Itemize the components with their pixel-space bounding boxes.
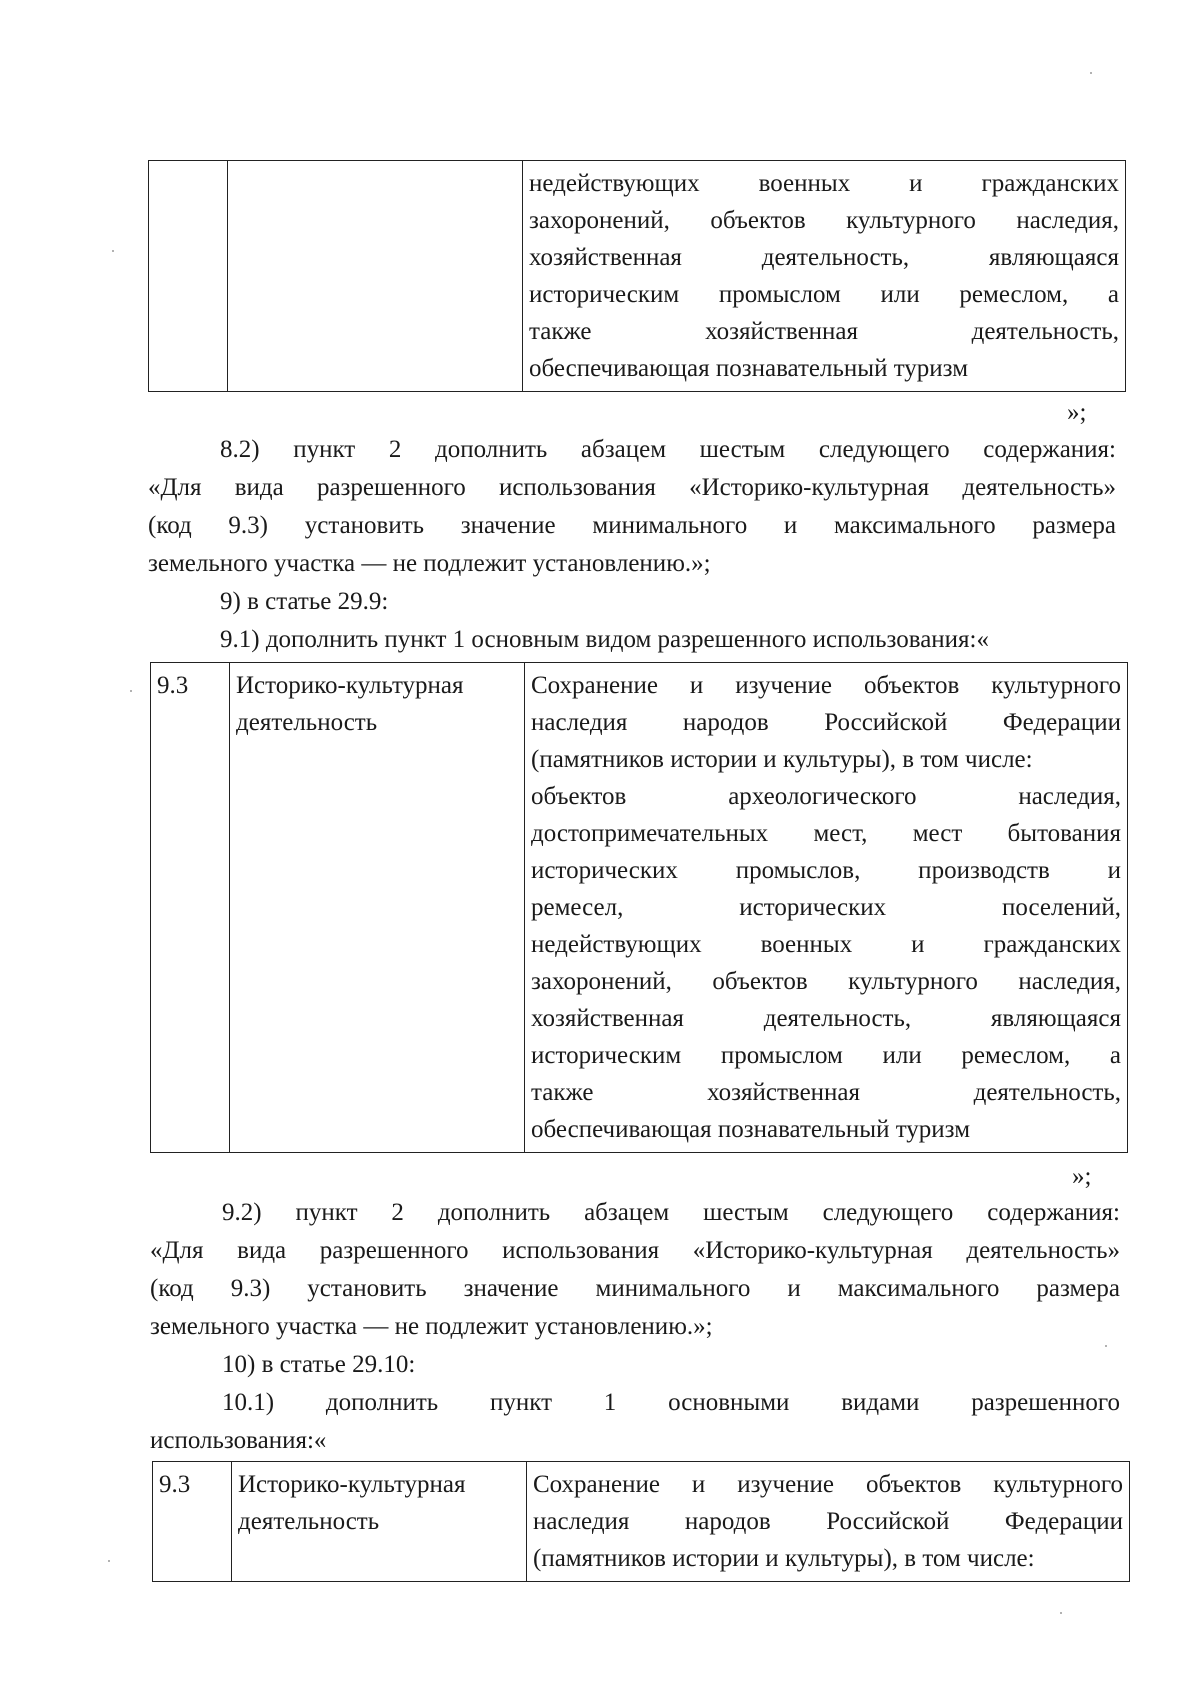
desc-line: исторических промыслов, производств и: [531, 857, 1121, 884]
name-cell: [230, 663, 525, 1153]
desc-line: также хозяйственная деятельность,: [529, 318, 1119, 345]
desc-line: достопримечательных мест, мест бытования: [531, 820, 1121, 847]
para-8-2-line3: (код 9.3) установить значение минимального и максимального размера: [148, 512, 1116, 539]
desc-line: обеспечивающая познавательный туризм: [531, 1116, 971, 1143]
desc-line: хозяйственная деятельность, являющаяся: [531, 1005, 1121, 1032]
para-8-2-line4: земельного участка — не подлежит установлению.»;: [148, 550, 711, 577]
name-line: деятельность: [236, 709, 378, 736]
name-line: Историко-культурная: [236, 672, 464, 699]
table-row: [153, 1462, 1130, 1582]
land-use-table-9-9: [150, 662, 1128, 1153]
desc-line: хозяйственная деятельность, являющаяся: [529, 244, 1119, 271]
desc-line: недействующих военных и гражданских: [529, 170, 1119, 197]
desc-line: историческим промыслом или ремеслом, а: [529, 281, 1119, 308]
scan-speck: [1060, 1612, 1062, 1614]
para-9-2-line3: (код 9.3) установить значение минимального и максимального размера: [150, 1275, 1120, 1302]
desc-line: наследия народов Российской Федерации: [533, 1508, 1123, 1535]
desc-line: (памятников истории и культуры), в том числе:: [531, 746, 1033, 773]
para-8-2-line2: «Для вида разрешенного использования «Историко-культурная деятельность»: [148, 474, 1116, 501]
description-cell: [525, 663, 1128, 1153]
para-9: 9) в статье 29.9:: [220, 588, 389, 615]
desc-line: захоронений, объектов культурного наследия,: [529, 207, 1119, 234]
scan-speck: [108, 1560, 110, 1562]
table2-closing-quote: »;: [1072, 1163, 1092, 1190]
scan-speck: [112, 250, 114, 252]
name-cell: [232, 1462, 527, 1582]
para-9-2-line2: «Для вида разрешенного использования «Историко-культурная деятельность»: [150, 1237, 1120, 1264]
name-cell: [228, 161, 523, 392]
desc-line: Сохранение и изучение объектов культурного: [531, 672, 1121, 699]
desc-line: недействующих военных и гражданских: [531, 931, 1121, 958]
desc-line: также хозяйственная деятельность,: [531, 1079, 1121, 1106]
para-10-1-line1: 10.1) дополнить пункт 1 основными видами разрешенного: [222, 1389, 1120, 1416]
desc-line: захоронений, объектов культурного наследия,: [531, 968, 1121, 995]
code-cell: [149, 161, 228, 392]
description-cell: [527, 1462, 1130, 1582]
table1-closing-quote: »;: [1067, 399, 1087, 426]
desc-line: (памятников истории и культуры), в том числе:: [533, 1545, 1035, 1572]
para-10-1-line2: использования:«: [150, 1427, 327, 1454]
para-9-2-line4: земельного участка — не подлежит установлению.»;: [150, 1313, 713, 1340]
table-row: [149, 161, 1126, 392]
land-use-table-9-10: [152, 1461, 1130, 1582]
para-9-2-line1: 9.2) пункт 2 дополнить абзацем шестым следующего содержания:: [222, 1199, 1120, 1226]
land-use-table-continuation: [148, 160, 1126, 392]
desc-line: ремесел, исторических поселений,: [531, 894, 1121, 921]
name-line: деятельность: [238, 1508, 380, 1535]
desc-line: историческим промыслом или ремеслом, а: [531, 1042, 1121, 1069]
desc-line: обеспечивающая познавательный туризм: [529, 355, 969, 382]
name-line: Историко-культурная: [238, 1471, 466, 1498]
scan-speck: [130, 690, 132, 692]
desc-line: Сохранение и изучение объектов культурного: [533, 1471, 1123, 1498]
code-cell: 9.3: [153, 1462, 232, 1582]
description-cell: [523, 161, 1126, 392]
para-10: 10) в статье 29.10:: [222, 1351, 416, 1378]
table-row: [151, 663, 1128, 1153]
code-cell: 9.3: [151, 663, 230, 1153]
desc-line: объектов археологического наследия,: [531, 783, 1121, 810]
desc-line: наследия народов Российской Федерации: [531, 709, 1121, 736]
para-8-2-line1: 8.2) пункт 2 дополнить абзацем шестым следующего содержания:: [220, 436, 1116, 463]
para-9-1: 9.1) дополнить пункт 1 основным видом разрешенного использования:«: [220, 626, 990, 653]
scan-speck: [1105, 1345, 1107, 1347]
scan-speck: [1090, 72, 1092, 74]
